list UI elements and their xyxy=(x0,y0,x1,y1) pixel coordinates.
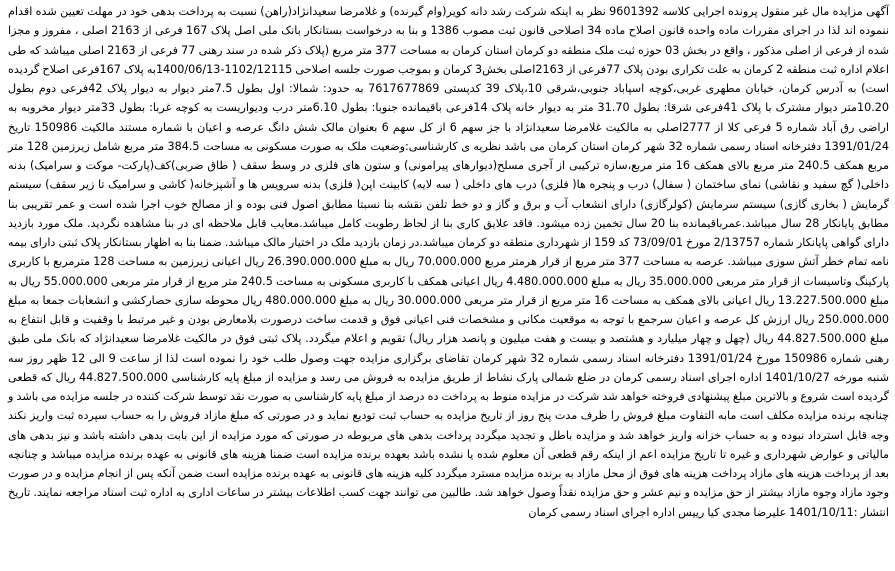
notice-body-text: آگهی مزایده مال غیر منقول پرونده اجرایی کلاسه 9601392 نظر به اینکه شرکت رشد دانه کویر(وام گیرنده) و غلامرضا سعیدانژاد(راهن) نسبت به پرداخت بدهی خود در مهلت تعیین شده اقدام ننموده اند لذا در اجرای مقررات ماده واحده قانون اصلاح ماده 34 اصلاحی قانون ثبت مصوب 1386 و بنا به درخواست بستانکار بانک ملی اصل پلاک 167 فرعی از 2163 اصلی ، مفروز و مجزا شده از فرعی از اصلی مذکور ، واقع در بخش 03 حوزه ثبت ملک منطقه دو کرمان استان کرمان به مساحت 377 متر مربع (پلاک ذکر شده در سند رهنی 77 فرعی از 2163 اصلی میباشد که طی اعلام اداره ثبت منطقه 2 کرمان به علت تکراری بودن پلاک 77فرعی از 2163اصلی بخش3 کرمان و بموجب صورت جلسه اصلاحی 1102/12115-1400/06/13به پلاک 167فرعی اصلاح گردیده است) به آدرس کرمان، خیابان مطهری غربی،کوچه اسپاباد جنوبی،شرقی 10،پلاک 39 کدپستی 7617677869 به حدود: شمالا: اول بطول 7.5متر دیوار به دیوار پلاک 42فرعی دوم بطول 10.20متر دیوار مشترک با پلاک 41فرعی شرقا: بطول 31.70 متر به دیوار خانه پلاک 14فرعی باقیمانده جنوبا: بطول 6.10متر درب ودیواریست به کوچه غربا: بطول 33متر دیوار مخروبه به اراضی رق آباد شماره 5 فرعی کلا از 2777اصلی به مالکیت غلامرضا سعیدانژاد با جز سهم 6 از کل سهم 6 بعنوان مالک شش دانگ عرصه و اعیان با شماره مستند مالکیت 150986 تاریخ 1391/01/24 دفترخانه اسناد رسمی شماره 32 شهر کرمان استان کرمان می باشد نظریه ی کارشناسی:وضعیت ملک به صورت مسکونی به مساحت 384.5 متر مربع شامل زیرزمین 128 متر مربع همکف 240.5 متر مربع بالای همکف 16 متر مربع،سازه ترکیبی از آجری مسلح(دیوارهای پیرامونی) و ستون های فلزی در وسط سقف ( طاق ضربی)کف(پارکت- موکت و سرامیک) بدنه داخلی( گچ سفید و نقاشی) نمای ساختمان ( سفال) درب و پنجره ها( فلزی) درب های داخلی ( سه لایه) کابینت اپن( فلزی) بدنه سرویس ها و آشپزخانه( کاشی و سرامیک تا زیر سقف) سیستم گرمایش ( بخاری گازی) سیستم سرمایش (کولرگازی) دارای انشعاب آب و برق و گاز و دو خط تلفن نقشه بنا نسبتا مطابق اصول فنی بوده و از مصالح خوب اجرا شده است و عمر تقریبی بنا مطابق پایانکار 28 سال میباشد.عمرباقیمانده بنا 20 سال تخمین زده میشود. فاقد علایق کاری بنا از لحاظ رطوبت کامل میباشد.معایب قابل ملاحظه ای در بنا مشاهده نگردید. ملک مورد بازدید دارای گواهی پایانکار شماره 2/13757 مورخ 73/09/01 کد 159 از شهرداری منطقه دو کرمان میباشد.در زمان بازدید ملک در اختیار مالک میباشد. ضمنا بنا به اظهار بستانکار پلاک ثبتی دارای بیمه نامه تمام خطر آتش سوزی میباشد. عرصه به مساحت 377 متر مربع از قرار هرمتر مربع 70.000.000 ریال به مبلغ 26.390.000.000 ریال اعیانی زیرزمین به مساحت 128 مترمربع با کاربری پارکینگ وتاسیسات از قرار متر مربعی 35.000.000 ریال به مبلغ 4.480.000.000 ریال اعیانی همکف با کاربری مسکونی به مساحت 240.5 متر مربع از قرار متر مربعی 55.000.000 ریال به مبلغ 13.227.500.000 ریال اعیانی بالای همکف به مساحت 16 متر مربع از قرار متر مربعی 30.000.000 ریال به مبلغ 480.000.000 ریال محوطه سازی حصارکشی و انشعابات جمعا به مبلغ 250.000.000 ریال ارزش کل عرصه و اعیان سرجمع با توجه به موقعیت مکانی و مشخصات فنی اعیانی فوق و قدمت ساخت درصورت بلامعارض بودن و غیر مرتبط با وقفیت و قابل انتفاع به مبلغ 44.827.500.000 ریال (چهل و چهار میلیارد و هشتصد و بیست و هفت میلیون و پانصد هزار ریال) تقویم و اعلام میگردد. پلاک ثبتی فوق در مالکیت غلامرضا سعیدانژاد که بانک ملی طبق رهنی شماره 150986 مورخ 1391/01/24 دفترخانه اسناد رسمی شماره 32 شهر کرمان تقاضای برگزاری مزایده جهت وصول طلب خود را نموده است لذا از ساعت 9 الی 12 ظهر روز سه شنبه مورخه 1401/10/27 اداره اجرای اسناد رسمی کرمان در ضلع شمالی پارک نشاط از طریق مزایده به فروش می رسد و مزایده از مبلغ پایه کارشناسی 44.827.500.000 ریال که قطعی گردیده است شروع و بالاترین مبلغ پیشنهادی فروخته خواهد شد شرکت در مزایده منوط به پرداخت ده درصد از مبلغ پایه کارشناسی به صورت نقد توسط شرکت کننده در جلسه مزایده می باشد و چنانچه برنده مزایده مکلف است مابه التفاوت مبلغ فروش را ظرف مدت پنج روز از تاریخ مزایده به حساب ثبت تودیع نماید و در صورتی که مبلغ مازاد فروش را به حساب سپرده ثبت واریز نکند وجه قابل استرداد نبوده و به حساب خزانه واریز خواهد شد و مزایده باطل و تجدید میگردد پرداخت بدهی های مربوطه در صورتی که مورد مزایده از این بابت بدهی داشته باشد و نیز بدهی های مالیاتی و عوارض شهرداری و غیره تا تاریخ مزایده اعم از اینکه رقم قطعی آن معلوم شده یا نشده باشد بعهده برنده مزایده است ضمنا هزینه های قانونی به عهده برنده مزایده میباشد و چنانچه بعد از پرداخت هزینه های مازاد پرداخت هزینه های فوق از محل مازاد به برنده مزایده مسترد میگردد کلیه هزینه های قانونی به عهده برنده مزایده است ضمن آنکه پس از انجام مزایده و در صورت وجود مازاد وجوه مازاد بیشتر از حق مزایده و نیم عشر و حق مزایده نقداً وصول خواهد شد. طالبین می توانند جهت کسب اطلاعات بیشتر در ساعات اداری به اداره ثبت اسناد مراجعه نمایند. تاریخ انتشار :1401/10/11 علیرضا مجدی کیا رییس اداره اجرای اسناد رسمی کرمان xyxy=(8,5,890,519)
